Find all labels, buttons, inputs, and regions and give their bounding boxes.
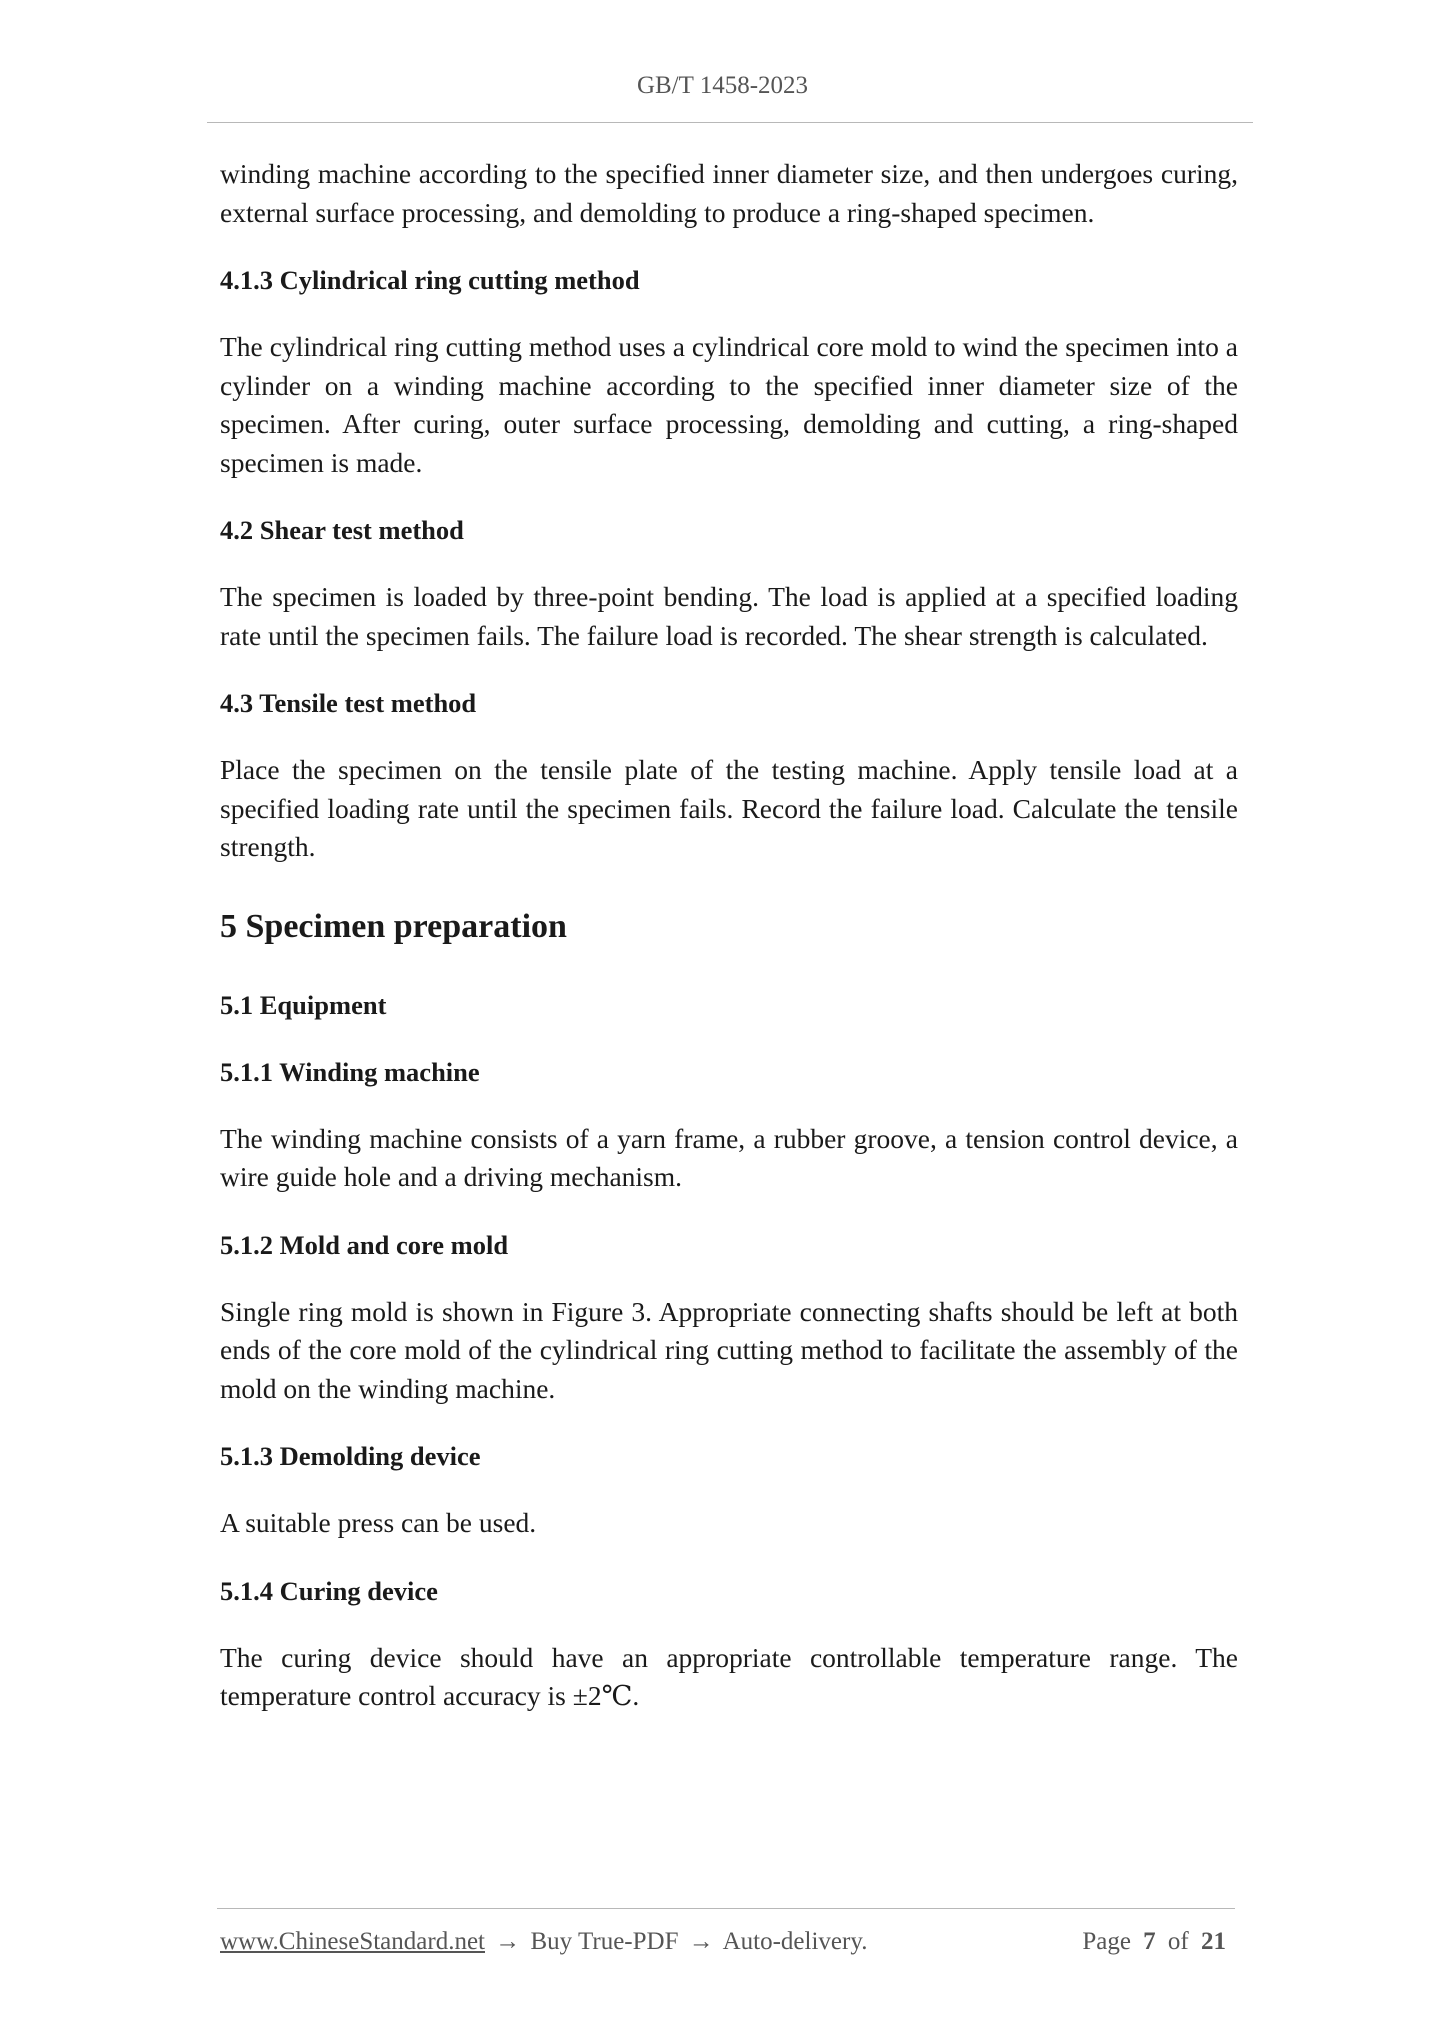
heading-5-1-3: 5.1.3 Demolding device bbox=[220, 1441, 481, 1471]
heading-5-1-2: 5.1.2 Mold and core mold bbox=[220, 1229, 509, 1260]
paragraph-4-1-3: The cylindrical ring cutting method uses a cylindrical core mold to wind the specimen into a cylinder on a winding machine according to the specified inner diameter size of the specimen. After curing, outer surface processing, demolding and cutting, a ring-shaped specimen is made. bbox=[220, 331, 1238, 478]
heading-4-1-3: 4.1.3 Cylindrical ring cutting method bbox=[220, 265, 640, 295]
footer-divider bbox=[217, 1908, 1235, 1909]
paragraph-5-1-2: Single ring mold is shown in Figure 3. Appropriate connecting shafts should be left at both ends of the core mold of the cylindrical ring cutting method to facilitate the assembly of the mold on the winding machine. bbox=[220, 1295, 1238, 1404]
heading-5: 5 Specimen preparation bbox=[220, 907, 567, 945]
paragraph-5-1-1: The winding machine consists of a yarn frame, a rubber groove, a tension control device, a wire guide hole and a driving mechanism. bbox=[220, 1122, 1238, 1192]
document-body bbox=[220, 155, 1238, 1745]
paragraph-5-1-4: The curing device should have an appropriate controllable temperature range. The temperature control accuracy is ±2℃. bbox=[220, 1641, 1238, 1711]
page-indicator bbox=[1082, 1928, 1232, 1956]
page-label: Page bbox=[1082, 1928, 1131, 1955]
document-header-title: GB/T 1458-2023 bbox=[636, 72, 809, 99]
heading-4-2: 4.2 Shear test method bbox=[220, 515, 464, 545]
heading-5-1-4: 5.1.4 Curing device bbox=[220, 1575, 438, 1606]
header-divider bbox=[207, 122, 1253, 123]
auto-delivery-text: Auto-delivery. bbox=[722, 1928, 868, 1955]
heading-5-1-1: 5.1.1 Winding machine bbox=[220, 1056, 480, 1087]
page-footer bbox=[220, 1928, 1232, 1956]
current-page-number: 7 bbox=[1143, 1928, 1156, 1955]
site-link[interactable]: www.ChineseStandard.net bbox=[220, 1928, 485, 1955]
paragraph-4-2: The specimen is loaded by three-point bending. The load is applied at a specified loading rate until the specimen fails. The failure load is recorded. The shear strength is calculated. bbox=[220, 581, 1238, 651]
arrow-right-icon: → bbox=[688, 1928, 714, 1955]
heading-5-1: 5.1 Equipment bbox=[220, 989, 387, 1020]
paragraph-intro: winding machine according to the specified inner diameter size, and then undergoes curing, external surface processing, and demolding to produce a ring-shaped specimen. bbox=[220, 158, 1238, 228]
of-label: of bbox=[1167, 1928, 1189, 1955]
footer-left bbox=[220, 1928, 867, 1956]
buy-true-pdf-text: Buy True-PDF bbox=[530, 1928, 679, 1955]
paragraph-4-3: Place the specimen on the tensile plate of the testing machine. Apply tensile load at a specified loading rate until the specimen fails. Record the failure load. Calculate the tensile strength. bbox=[220, 754, 1238, 862]
total-pages-number: 21 bbox=[1201, 1928, 1226, 1955]
heading-4-3: 4.3 Tensile test method bbox=[220, 688, 477, 718]
arrow-right-icon: → bbox=[495, 1928, 521, 1955]
paragraph-5-1-3: A suitable press can be used. bbox=[220, 1507, 537, 1538]
